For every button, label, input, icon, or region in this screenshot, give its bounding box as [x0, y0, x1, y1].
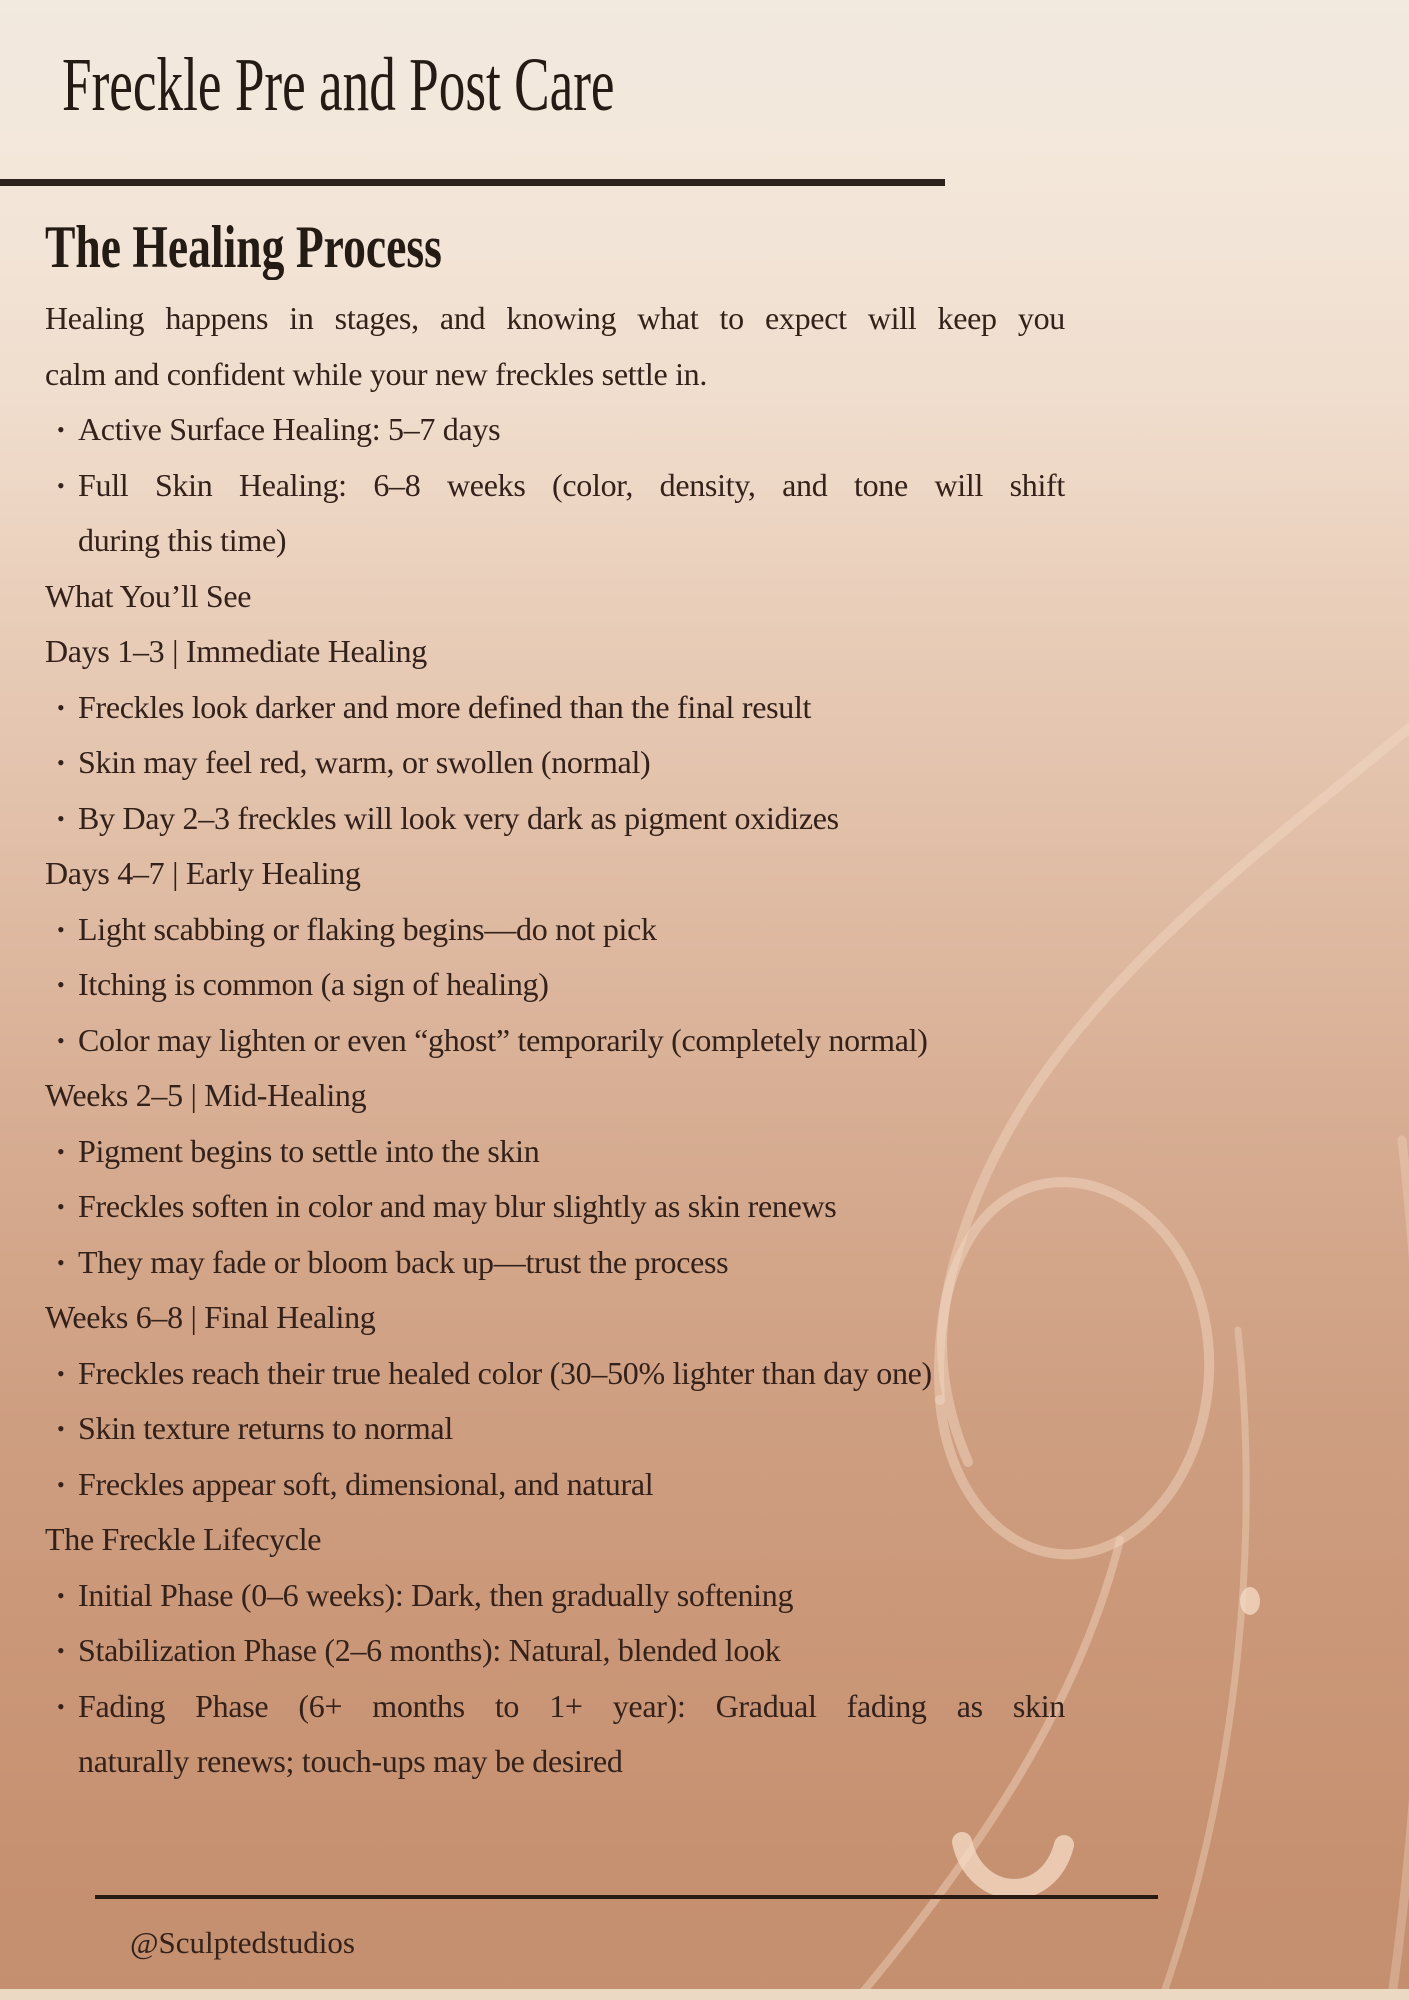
bullet-list [45, 902, 1065, 1069]
section-label [45, 624, 1065, 680]
bullet-item [45, 902, 1065, 958]
text-line: Healing happens in stages, and knowing what to expect will keep you [45, 300, 1065, 336]
text-line: naturally renews; touch-ups may be desired [78, 1743, 623, 1779]
section-label [45, 1290, 1065, 1346]
section-label [45, 569, 1065, 625]
text-line: • Fading Phase (6+ months to 1+ year): Gradual fading as skin [78, 1687, 1065, 1724]
bullet-item [45, 735, 1065, 791]
text-line: • Color may lighten or even “ghost” temporarily (completely normal) [78, 1021, 928, 1058]
bullet-list [45, 680, 1065, 847]
text-line: • Freckles reach their true healed color (30–50% lighter than day one) [78, 1354, 932, 1391]
text-line: • By Day 2–3 freckles will look very dark as pigment oxidizes [78, 799, 839, 836]
text-line: • Pigment begins to settle into the skin [78, 1132, 540, 1169]
text-line: • Freckles appear soft, dimensional, and natural [78, 1465, 654, 1502]
section-label [45, 1068, 1065, 1124]
page-edge-strip [0, 1989, 1409, 2000]
social-handle: @Sculptedstudios [130, 1925, 355, 1960]
text-line: • Skin texture returns to normal [78, 1410, 453, 1446]
text-line: What You’ll See [45, 577, 252, 614]
page-title: Freckle Pre and Post Care [62, 43, 615, 127]
text-line: Days 4–7 | Early Healing [45, 855, 361, 891]
text-line: Days 1–3 | Immediate Healing [45, 633, 427, 669]
intro-paragraph [45, 291, 1065, 402]
text-line: • Light scabbing or flaking begins—do not pick [78, 910, 657, 947]
text-line: • Freckles look darker and more defined than the final result [78, 688, 812, 725]
text-line: during this time) [78, 522, 287, 558]
text-line: • Freckles soften in color and may blur slightly as skin renews [78, 1188, 837, 1224]
text-line: Weeks 2–5 | Mid-Healing [45, 1077, 367, 1113]
text-line: • Stabilization Phase (2–6 months): Natural, blended look [78, 1632, 781, 1668]
bullet-item [45, 458, 1065, 569]
text-line: Weeks 6–8 | Final Healing [45, 1299, 376, 1335]
bullet-item [45, 957, 1065, 1013]
bullet-item [45, 1623, 1065, 1679]
text-line: calm and confident while your new freckles settle in. [45, 355, 708, 392]
bullet-item [45, 1013, 1065, 1069]
bullet-item [45, 1124, 1065, 1180]
text-line: • Active Surface Healing: 5–7 days [78, 411, 501, 447]
bullet-item [45, 402, 1065, 458]
footer-divider-line [95, 1895, 1158, 1899]
text-line: • Skin may feel red, warm, or swollen (normal) [78, 744, 651, 780]
bullet-item [45, 1346, 1065, 1402]
section-label [45, 846, 1065, 902]
text-line: • They may fade or bloom back up—trust the process [78, 1243, 729, 1280]
title-divider-line [0, 179, 945, 186]
bullet-list [45, 1346, 1065, 1513]
body-content [45, 291, 1065, 1790]
bullet-list [45, 402, 1065, 569]
bullet-item [45, 1179, 1065, 1235]
section-heading: The Healing Process [45, 214, 442, 280]
bullet-item [45, 1679, 1065, 1790]
bullet-item [45, 680, 1065, 736]
bullet-item [45, 1235, 1065, 1291]
text-line: • Initial Phase (0–6 weeks): Dark, then gradually softening [78, 1576, 794, 1613]
bullet-item [45, 1568, 1065, 1624]
text-line: • Itching is common (a sign of healing) [78, 966, 549, 1002]
bullet-list [45, 1124, 1065, 1291]
section-label [45, 1512, 1065, 1568]
text-line: • Full Skin Healing: 6–8 weeks (color, density, and tone will shift [78, 466, 1065, 503]
bullet-item [45, 1401, 1065, 1457]
bullet-item [45, 791, 1065, 847]
bullet-list [45, 1568, 1065, 1790]
text-line: The Freckle Lifecycle [45, 1521, 322, 1557]
bullet-item [45, 1457, 1065, 1513]
